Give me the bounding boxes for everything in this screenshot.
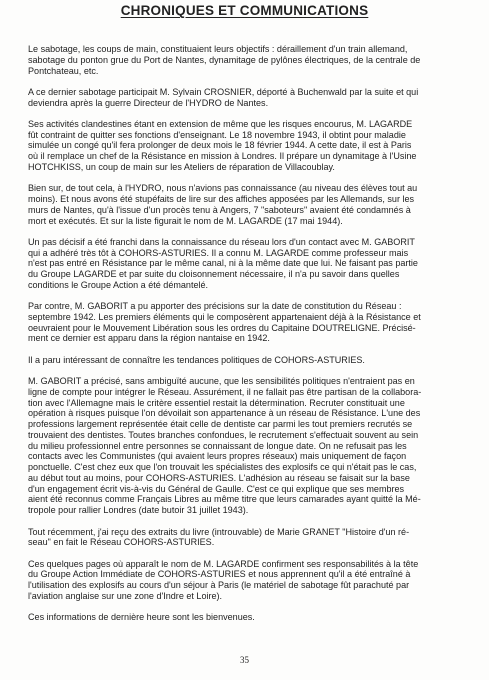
paragraph-gaborit-contact — [28, 237, 468, 291]
text-line: ment ce dernier est apparu dans la région nantaise en 1942. — [28, 333, 270, 344]
paragraph-network-founding — [28, 301, 468, 344]
text-line: oeuvraient pour le Mouvement Libération sous les ordres du Capitaine DOUTRELIGNE. Précisé- — [28, 322, 416, 333]
text-line: simulée un congé qu'il fera prolonger de deux mois le 18 février 1944. A cette date, il est à Paris — [28, 140, 412, 151]
text-line: A ce dernier sabotage participait M. Sylvain CROSNIER, déporté à Buchenwald par la suite et qui — [28, 86, 419, 97]
page-number: 35 — [240, 655, 249, 665]
text-line: Tout récemment, j'ai reçu des extraits du livre (introuvable) de Marie GRANET "Histoire d'un ré- — [28, 526, 410, 537]
text-line: l'utilisation des explosifs au cours d'un séjour à Paris (le matériel de sabotage fût parachuté par — [28, 580, 410, 591]
text-line: trouvaient des dentistes. Toutes branches confondues, le recrutement s'effectuait souvent au sein — [28, 429, 419, 440]
text-line: n'est pas entré en Résistance par le même canal, ni à la même date que lui. Ne faisant pas partie — [28, 258, 418, 269]
text-line: Bien sur, de tout cela, à l'HYDRO, nous n'avions pas connaissance (au niveau des élèves tout au — [28, 183, 418, 194]
text-line: Ses activités clandestines étant en extension de même que les risques encourus, M. LAGARDE — [28, 118, 413, 129]
paragraph-lagarde-confirmation — [28, 559, 468, 602]
text-line: du Groupe Action Immédiate de COHORS-ASTURIES et nous apprennent qu'il a été entraîné à — [28, 569, 411, 580]
text-line: mort et exécutés. Et sur la liste figurait le nom de M. LAGARDE (17 mai 1944). — [28, 215, 343, 226]
text-line: tion avec l'Allemagne mais le critère essentiel restait la détermination. Recruter constituait une — [28, 397, 405, 408]
text-line: professions largement représentée était celle de dentiste car parmi les tout premiers recrutés se — [28, 419, 413, 430]
paragraph-crosnier — [28, 87, 468, 109]
text-line: Il a paru intéressant de connaître les tendances politiques de COHORS-ASTURIES. — [28, 354, 365, 365]
text-line: Le sabotage, les coups de main, constituaient leurs objectifs : déraillement d'un train allemand, — [28, 44, 408, 54]
paragraph-lagarde-activities — [28, 119, 468, 173]
text-line: seau" en fait le Réseau COHORS-ASTURIES. — [28, 537, 215, 548]
text-line: septembre 1942. Les premiers éléments qui le composèrent appartenaient déjà à la Résistance et — [28, 311, 421, 322]
text-line: du Groupe LAGARDE et par suite du cloisonnement nécessaire, il n'a pu savoir dans quelles — [28, 269, 400, 280]
paragraph-granet-book — [28, 527, 468, 549]
text-line: Un pas décisif a été franchi dans la connaissance du réseau lors d'un contact avec M. GABORIT — [28, 236, 415, 247]
text-line: deviendra après la guerre Directeur de l'HYDRO de Nantes. — [28, 97, 269, 108]
text-line: du milieu professionnel entre personnes se connaissant de longue date. On ne refusait pas les — [28, 440, 407, 451]
text-line: contacts avec les Communistes (qui avaient leurs propres réseaux) mais uniquement de façon — [28, 451, 407, 462]
text-line: conditions le Groupe Action a été démantelé. — [28, 279, 209, 290]
text-line: Ces informations de dernière heure sont les bienvenues. — [28, 612, 255, 623]
text-line: M. GABORIT a précisé, sans ambiguïté aucune, que les sensibilités politiques n'entraient pas en — [28, 376, 415, 387]
paragraph-sabotage-objectives — [28, 44, 468, 76]
text-line: l'aviation anglaise sur une zone d'Indre et Loire). — [28, 590, 223, 601]
article-body — [28, 44, 468, 634]
paragraph-hydro-posters — [28, 183, 468, 226]
text-line: opération à risques puisque l'on dévoilait son appartenance à un réseau de Résistance. L'une des — [28, 408, 421, 419]
text-line: ponctuelle. C'est chez eux que l'on trouvait les spécialistes des explosifs ce qui n'était pas le cas, — [28, 462, 417, 473]
text-line: murs de Nantes, qu'à l'issue d'un procès tenu à Angers, 7 "saboteurs" avaient été condamnés à — [28, 204, 411, 215]
text-line: au début tout au moins, pour COHORS-ASTURIES. L'adhésion au réseau se faisait sur la base — [28, 472, 410, 483]
text-line: Ces quelques pages où apparaît le nom de M. LAGARDE confirment ses responsabilités à la tête — [28, 558, 419, 569]
page-title: CHRONIQUES ET COMMUNICATIONS — [120, 3, 369, 18]
text-line: qui a adhéré très tôt à COHORS-ASTURIES. Il a connu M. LAGARDE comme professeur mais — [28, 247, 409, 258]
text-line: d'un engagement écrit vis-à-vis du Général de Gaulle. C'est ce qui explique que ses membres — [28, 483, 405, 494]
text-line: sabotage du ponton grue du Port de Nantes, dynamitage de pylônes électriques, de la centrale de — [28, 54, 421, 65]
text-line: Par contre, M. GABORIT a pu apporter des précisions sur la date de constitution du Réseau : — [28, 301, 402, 312]
paragraph-recruitment — [28, 376, 468, 516]
paragraph-closing — [28, 612, 468, 623]
text-line: HOTCHKISS, un coup de main sur les Ateliers de réparation de Villacoublay. — [28, 161, 335, 172]
text-line: Pontchateau, etc. — [28, 65, 99, 76]
text-line: où il remplace un chef de la Résistance en mission à Londres. Il prépare un dynamitage à l'Usine — [28, 151, 417, 162]
text-line: fût contraint de quitter ses fonctions d'enseignant. Le 18 novembre 1943, il obtint pour maladie — [28, 129, 406, 140]
paragraph-political-tendencies — [28, 355, 468, 366]
text-line: tropole pour rallier Londres (date butoir 31 juillet 1943). — [28, 505, 249, 516]
text-line: moins). Et nous avons été stupéfaits de lire sur des affiches apposées par les Allemands, sur les — [28, 194, 415, 205]
text-line: aient été reconnus comme Français Libres au même titre que leurs camarades ayant quitté la Mé- — [28, 494, 421, 505]
text-line: ligne de compte pour intégrer le Réseau. Assurément, il ne fallait pas être partisan de la collabora- — [28, 386, 422, 397]
